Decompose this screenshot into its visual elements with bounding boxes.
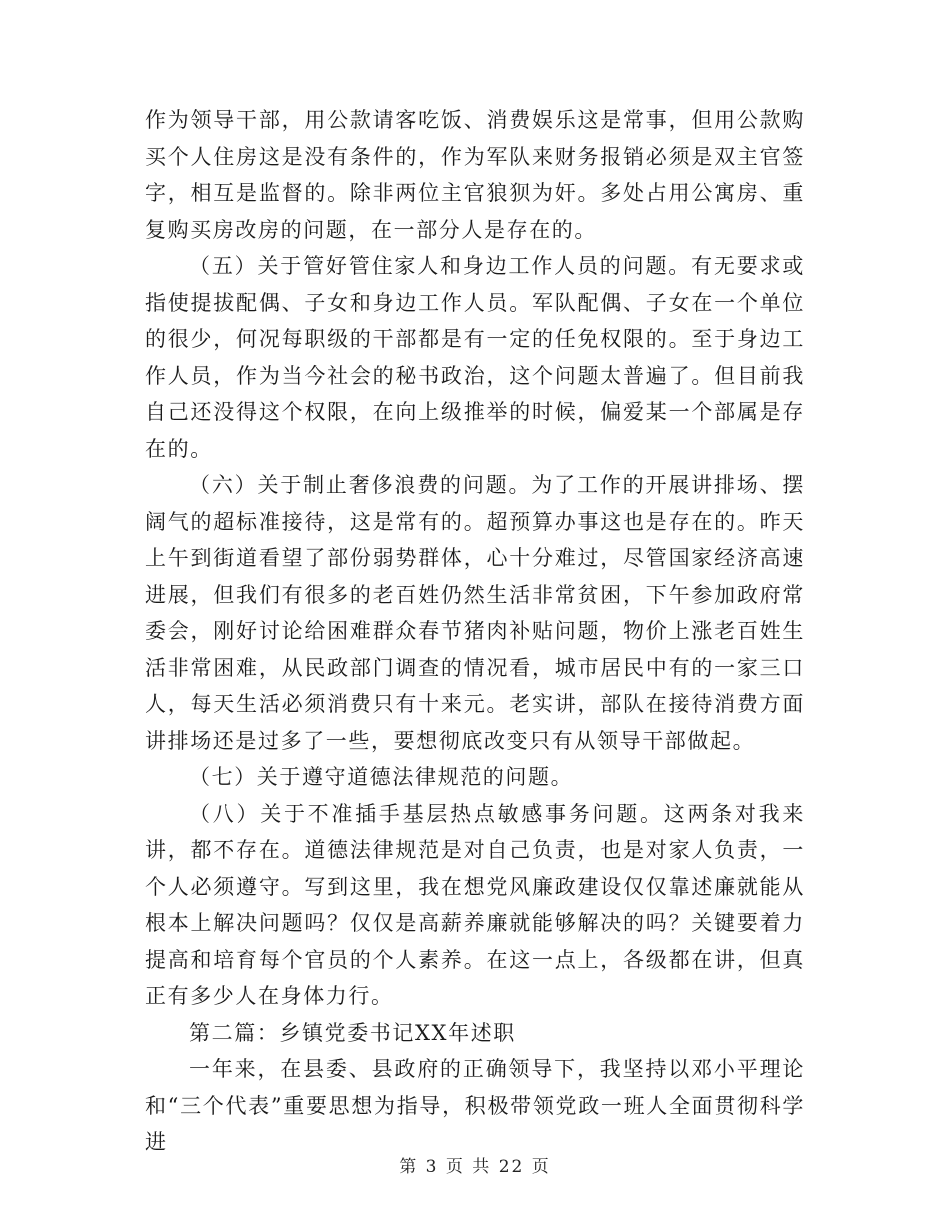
paragraph-6: 一年来，在县委、县政府的正确领导下，我坚持以邓小平理论和“三个代表”重要思想为指导，积极带领党政一班人全面贯彻科学进 — [145, 1057, 805, 1154]
paragraph-3: （六）关于制止奢侈浪费的问题。为了工作的开展讲排场、摆阔气的超标准接待，这是常有的。超预算办事这也是存在的。昨天上午到街道看望了部份弱势群体，心十分难过，尽管国家经济高速进展，但我们有很多的老百姓仍然生活非常贫困，下午参加政府常委会，刚好讨论给困难群众春节猪肉补贴问题，物价上涨老百姓生活非常困难，从民政部门调查的情况看，城市居民中有的一家三口人，每天生活必须消费只有十来元。老实讲，部队在接待消费方面讲排场还是过多了一些，要想彻底改变只有从领导干部做起。 — [145, 473, 805, 753]
section-heading: 第二篇：乡镇党委书记XX年述职 — [189, 1020, 516, 1045]
page-number-footer: 第 3 页 共 22 页 — [399, 1157, 551, 1177]
paragraph-5: （八）关于不准插手基层热点敏感事务问题。这两条对我来讲，都不存在。道德法律规范是对自己负责，也是对家人负责，一个人必须遵守。写到这里，我在想党风廉政建设仅仅靠述廉就能从根本上解决问题吗？仅仅是高薪养廉就能够解决的吗？关键要着力提高和培育每个官员的个人素养。在这一点上，各级都在讲，但真正有多少人在身体力行。 — [145, 801, 805, 1008]
document-body — [145, 102, 805, 1161]
paragraph-4: （七）关于遵守道德法律规范的问题。 — [189, 765, 574, 789]
paragraph-2: （五）关于管好管住家人和身边工作人员的问题。有无要求或指使提拔配偶、子女和身边工作人员。军队配偶、子女在一个单位的很少，何况每职级的干部都是有一定的任免权限的。至于身边工作人员，作为当今社会的秘书政治，这个问题太普遍了。但目前我自己还没得这个权限，在向上级推举的时候，偏爱某一个部属是存在的。 — [145, 254, 805, 461]
paragraph-1: 作为领导干部，用公款请客吃饭、消费娱乐这是常事，但用公款购买个人住房这是没有条件的，作为军队来财务报销必须是双主官签字，相互是监督的。除非两位主官狼狈为奸。多处占用公寓房、重复购买房改房的问题，在一部分人是存在的。 — [145, 108, 805, 242]
